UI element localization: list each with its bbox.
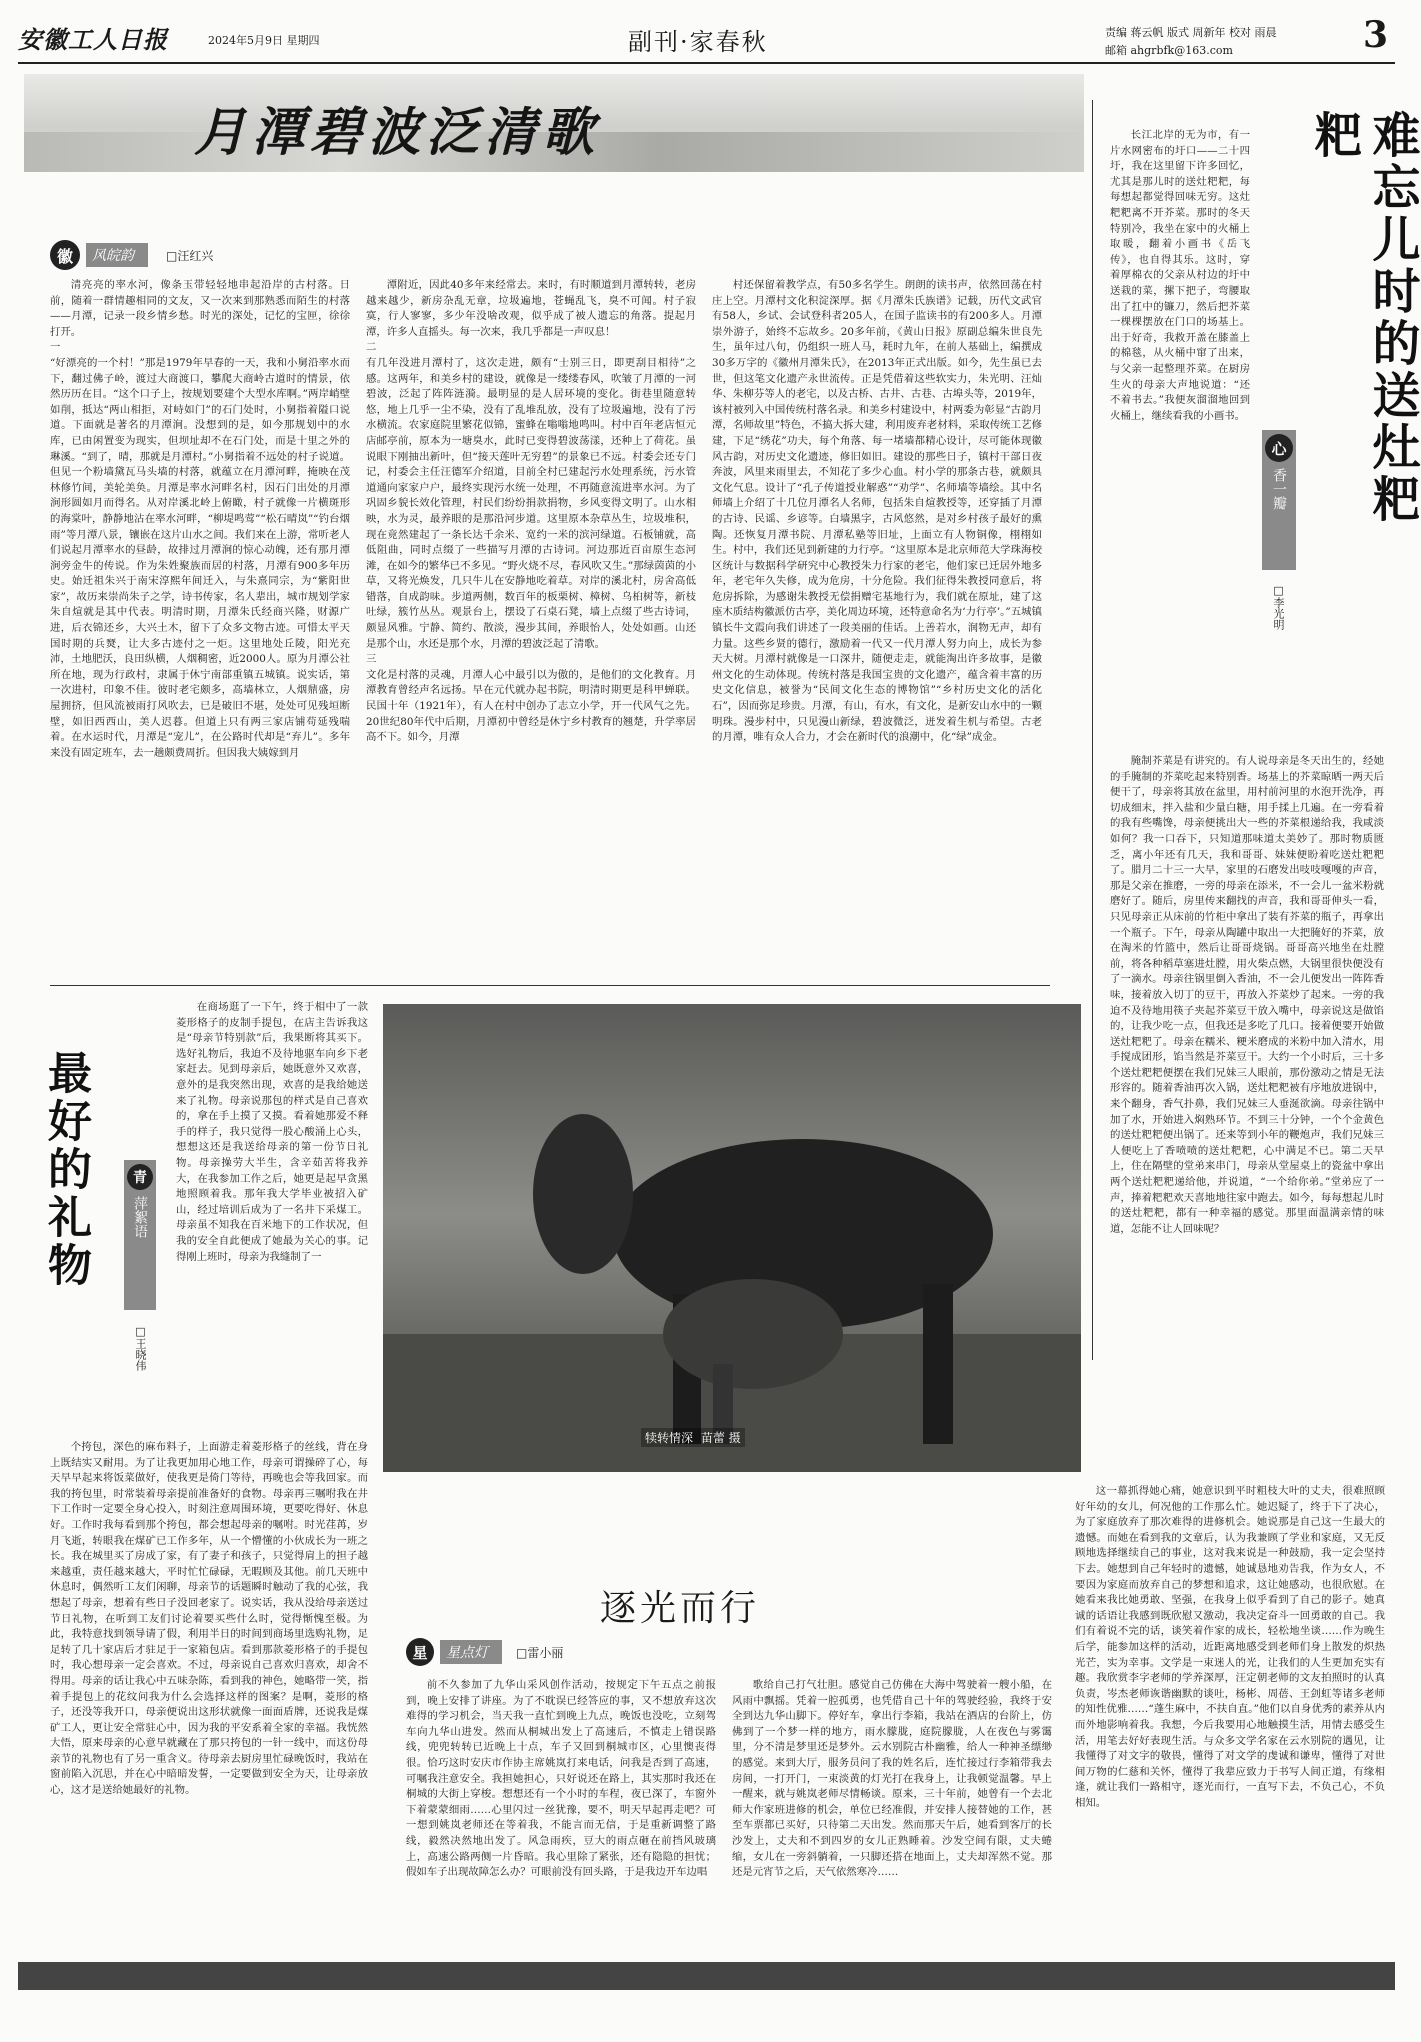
email-label: 邮箱 [1105,44,1127,57]
right-intro [1110,128,1250,748]
section-name: 副刊·家春秋 [628,28,768,56]
cattle-photo [383,1004,1081,1472]
left-body-text: 个挎包，深色的麻布料子，上面游走着菱形格子的丝线，背在身上既结实又耐用。为了让我更加用心地工作，母亲可谓操碎了心，每天早早起来将饭菜做好，使我更是倚门等待，再晚也会等我回家。而我的挎包里，时常装着母亲提前准备好的食物。母亲再三嘱咐我在井下工作时一定要全身心投入，时刻注意周围环境，更要吃得好、休息好。工作时我每看到那个挎包，都会想起母亲的嘱咐。时光荏苒，岁月飞逝，转眼我在煤矿已工作多年，从一个懵懂的小伙成长为一班之长。我在城里买了房成了家，有了妻子和孩子，只觉得肩上的担子越来越重，责任越来越大，平时忙忙碌碌，无暇顾及其他。前几天班中休息时，偶然听工友们闲聊，母亲节的话题瞬时触动了我的心弦，我想起了母亲，想着有些日子没回老家了。说实话，我从没给母亲送过节日礼物，在听到工友们讨论着要买些什么时，觉得惭愧至极。为此，我特意找到领导请了假，利用半日的时间到商场里选购礼物，足足转了几十家店后才驻足于一家箱包店。看到那款菱形格子的手提包时，我心想母亲一定会喜欢。不过，母亲说自己喜欢归喜欢，却舍不得用。母亲的话让我心中五味杂陈，看到我的神色，她略带一笑，指着手提包上的花纹问我为什么会选择这样的图案？是啊，菱形的格子，还没等我开口，母亲便说出这形状就像一面面盾牌，还说我是煤矿工人，更让安全常驻心中，因为我的平安系着全家的幸福。我恍然大悟，原来母亲的心意早就藏在了那只挎包的一针一线中，而这份母亲节的礼物也有了另一重含义。待母亲去厨房里忙碌晚饭时，我站在窗前陷入沉思，并在心中暗暗发誓，一定要做到安全为天，让母亲放心，这才是送给她最好的礼物。 [50,1441,368,1797]
right-column-head [1262,430,1296,570]
right-column-badge: 心 [1265,434,1293,462]
author: □汪红兴 [166,248,214,263]
left-body [50,1440,368,1945]
bottom-title: 逐光而行 [600,1588,761,1629]
bottom-col-2 [732,1678,1052,1948]
masthead-rule [18,62,1395,64]
left-column-badge: 青 [127,1164,153,1190]
main-article-col-2 [366,278,696,978]
divider-main-bottom [50,985,1050,986]
main-col3-text: 村还保留着教学点，有50多名学生。朗朗的读书声，依然回荡在村庄上空。月潭村文化积淀深厚。据《月潭朱氏族谱》记载，历代文武官有58人，乡试、会试登科者205人，在国子监读书的有200多人。月潭崇外游子，始终不忘故乡。20多年前，《黄山日报》原副总编朱世良先生，虽年过八旬，仍组织一班人马，耗时九年，在前人基础上，编撰成30多万字的《徽州月潭朱氏》，在2013年正式出版。如今，先生虽已去世，但这笔文化遗产永世流传。正是凭借着这些软实力，朱光明、汪灿华、朱柳芬等人的老宅，以及古桥、古井、古巷、古埠头等，2019年，该村被列入中国传统村落名录。和美乡村建设中，村两委为彰显“古韵月潭，名师故里”特色，不搞大拆大建，利用废弃老材料，采取传统工艺修建，下足“绣花”功夫，每个角落、每一堵墙都精心设计，尽可能体现徽风古韵，对历史文化遗迹，修旧如旧。建设的那些日子，镇村干部日夜奔波，风里来雨里去，不知花了多少心血。村小学的那条古巷，就颇具文化气息。设计了“孔子传道授业解惑”“劝学”、名师墙等墙绘。其中名师墙上介绍了十几位月潭名人名师，包括朱自煊教授等，还穿插了月潭的古诗、民谣、乡谚等。白墙黑字，古风悠然，是对乡村孩子最好的熏陶。还恢复月潭书院、月潭私塾等旧址，上面立有人物铜像，栩栩如生。村中，我们还见到新建的力行亭。“这里原本是北京师范大学珠海校区统计与数据科学研究中心教授朱力行家的老宅，他们家已迁居外地多年，老宅年久失修，成为危房，十分危险。我们征得朱教授同意后，将危房拆除，为感谢朱教授无偿捐赠宅基地行为，我们就在原址，建了这座木质结构徽派仿古亭，美化周边环境，还特意命名为‘力行亭’。”五城镇镇长牛文霞向我们讲述了一段美丽的佳话。上善若水，润物无声，却有力量。这些乡贤的德行，激励着一代又一代月潭人努力向上，成长为参天大树。月潭村就像是一口深井，随便走走，就能淘出许多故事，是徽州文化的生动体现。传统村落是我国宝贵的文化遗产，蕴含着丰富的历史文化信息，被誉为“民间文化生态的博物馆”“乡村历史文化的活化石”，因而弥足珍贵。月潭，有山，有水，有文化，是新安山水中的一颗明珠。漫步村中，只见漫山新绿，碧波微泛，迸发着生机与希望。古老的月潭，唯有众人合力，才会在新时代的浪潮中，化“绿”成金。 [712,279,1042,744]
left-column-head [124,1160,156,1310]
column-badge: 徽 [50,240,80,270]
calf-body [663,1279,843,1389]
caption-credit: 苗蕾 摄 [700,1431,741,1445]
right-column-name: 香一瓣 [1271,468,1287,510]
main-col2-text: 潭附近，因此40多年来经常去。来时，有时顺道到月潭转转，老房越来越少，新房杂乱无章，垃圾遍地，苍蝇乱飞，臭不可闻。村子寂寞，行人寥寥，多少年没啥改观，似乎成了被人遗忘的角落。提起月潭，许多人直摇头。每一次来，我几乎都是一声叹息！ 二 有几年没进月潭村了，这次走进，颇有“士别三日，即更刮目相待”之感。这两年，和美乡村的建设，就像是一缕缕春风，吹皱了月潭的一河碧波，泛起了阵阵涟漪。最明显的是人居环境的变化。街巷里随意转悠，地上几乎一尘不染，没有了乱堆乱放，没有了垃圾遍地，没有了污水横流。农家庭院里繁花似锦，蜜蜂在嗡嗡地鸣叫。村中百年老店恒元店邮亭前，原本为一塘臭水，此时已变得碧波荡漾，还种上了荷花。虽说眼下刚抽出新叶，但“接天莲叶无穷碧”的景象已不远。村委会还专门记，村委会主任汪德军介绍道，目前全村已建起污水处理系统，污水管道通向家家户户，最终实现污水统一处理，不再随意流进率水河。为了巩固乡貌长效化管理，村民们纷纷捐款捐物，乡风变得文明了。山水相映，水为灵，最养眼的是那沿河步道。这里原本杂草丛生，垃圾堆积，现在竟然建起了一条长达千余米、宽约一米的滨河绿道。石板铺就，高低阻曲，同时点缀了一些描写月潭的古诗词。河边那近百亩原生态河滩，在如今的繁华已不多见。“野火烧不尽，春风吹又生。”那绿茵茵的小草，又将光焕发，几只牛儿在安静地吃着草。对岸的溪北村，房舍高低错落，自成韵味。步道两侧，数百年的板栗树、樟树、乌桕树等，新枝吐绿，簇竹丛丛。观景台上，摆设了石桌石凳，墙上点缀了些古诗词，颇显风雅。宁静、简约、散淡，漫步其间，养眼怡人，处处如画。山还是那个山，水还是那个水，月潭的碧波泛起了清歌。 三 文化是村落的灵魂，月潭人心中最引以为傲的，是他们的文化教育。月潭教育曾经声名远扬。早在元代就办起书院，明清时期更是科甲蝉联。民国十年（1921年），有人在村中创办了志立小学，开一代风气之先。20世纪80年代中后期，月潭初中曾经是休宁乡村教育的翘楚，升学率居高不下。如今，月潭 [366,279,696,744]
email-line [1105,42,1233,58]
right-body [1110,754,1384,1358]
bottom-col-3 [1075,1484,1385,1948]
divider-right-col [1092,100,1093,1360]
right-title: 难忘儿时的送灶粑粑 [1306,110,1420,526]
bottom-col3-text: 这一幕抓得她心痛，她意识到平时粗枝大叶的丈夫，很难照顾好年幼的女儿，何况他的工作那么忙。她迟疑了，终于下了决心，为了家庭放弃了那次难得的进修机会。她说那是自己这一生最大的遗憾。而她在看到我的文章后，认为我兼顾了学业和家庭，又无反顾地选择继续自己的事业，这对我来说是一种鼓励，我一定会坚持下去。她想到自己年轻时的遗憾，她诚恳地劝告我，作为女人，不要因为家庭而放弃自己的梦想和追求，这让她感动，也很欣慰。在她看来我比她勇敢、坚强，在我身上似乎看到了自己的影子。她真诚的话语让我感到既欣慰又激动，我决定奋斗一回勇敢的自己。我们有着说不完的话，谈笑着作家的成长，轻松地坐谈……作为晚生后学，能参加这样的活动，近距离地感受到老师们身上散发的炽热光芒，实为幸事。文学是一束迷人的光，让我们的人生更加充实有趣。我欣赏李字老师的学养深厚，汪定朝老师的文友拍照时的认真负责，岑杰老师诙谐幽默的谈吐，杨彬、周蓓、王剑虹等诸多老师的知性优雅……“蓬生麻中，不扶自直。”他们以自身优秀的素养从内而外地影响着我。我想，今后我要用心地触摸生活，用情去感受生活，用笔去好好表现生活。与众多文学名家在云水别院的遇见，让我懂得了对文字的敬畏，懂得了对文学的虔诚和谦卑，懂得了对世间万物的仁慈和关怀，懂得了我辈应致力于书写人间正道，有缘相逢，就让我们一路相守，逐光而行，一直写下去，不负己心，不负相知。 [1075,1485,1385,1809]
page-number: 3 [1363,14,1389,56]
right-body-text: 腌制芥菜是有讲究的。有人说母亲是冬天出生的，经她的手腌制的芥菜吃起来特别香。场基上的芥菜晾晒一两天后便干了，母亲将其放在盆里，用村前河里的水泡开洗净，再切成细末，拌入盐和少量白糖，用手揉上几遍。在一旁看着的我有些嘴馋，母亲便挑出大一些的芥菜根递给我，我咸淡如何？我一口吞下，只知道那味道太美妙了。那时物质匮乏，离小年还有几天，我和哥哥、妹妹便盼着吃送灶粑粑了。腊月二十三一大早，家里的石磨发出吱吱嘎嘎的声音，那是父亲在推磨，一旁的母亲在添米，不一会儿一盆米粉就磨好了。随后，房里传来翻找的声音，我和哥哥伸头一看，只见母亲正从床前的竹柜中拿出了装有芥菜的瓶子，再拿出一个瓶子。下午，母亲从陶罐中取出一大把腌好的芥菜，放在淘米的竹篮中，然后让哥哥烧锅。哥哥高兴地坐在灶膛前，将各种稻草塞进灶膛，用火柴点燃，大锅里很快便没有了一滴水。母亲往锅里倒入香油，不一会儿便发出一阵阵香味，接着放入切丁的豆干，再放入芥菜炒了起来。一旁的我迫不及待地用筷子夹起芥菜豆干放入嘴中，母亲说这是做馅的，让我少吃一点，但我还是多吃了几口。接着便要开始做送灶粑粑了。母亲在糯米、粳米磨成的米粉中加入清水，用手搅成团形，馅当然是芥菜豆干。大约一个小时后，三十多个送灶粑粑便摆在我们兄妹三人眼前，那份激动之情是无法形容的。随着香油再次入锅，送灶粑粑被有序地放进锅中，来个翻身，香气扑鼻，我们兄妹三人垂涎欲滴。母亲往锅中加了水，开始进入焖熟环节。不到三十分钟，一个个金黄色的送灶粑粑便出锅了。还来等到小年的鞭炮声，我们兄妹三人便吃上了香喷喷的送灶粑粑，心中满足不已。第二天早上，住在隔壁的堂弟来串门，母亲从堂屋桌上的瓷盆中拿出两个送灶粑粑递给他，并说道，“一个给你弟。”堂弟应了一声，捧着粑粑欢天喜地地往家中跑去。如今，每每想起儿时的送灶粑粑，都有一种幸福的感觉。那里面温满亲情的味道，怎能不让人回味呢？ [1110,755,1384,1235]
bottom-column-name: 星点灯 [440,1640,502,1664]
issue-date: 2024年5月9日 星期四 [208,34,320,47]
caption-title: 犊转情深 [645,1431,694,1445]
editor-credits: 责编 蒋云帆 版式 周新年 校对 雨晨 [1105,26,1277,39]
main-article-col-1 [50,278,350,978]
left-top-text: 在商场逛了一下午，终于相中了一款菱形格子的皮制手提包，在店主告诉我这是“母亲节特别款”后，我果断将其买下。选好礼物后，我迫不及待地驱车向乡下老家赶去。见到母亲后，她既意外又欢喜，意外的是我突然出现，欢喜的是我给她送来了礼物。母亲说那包的样式是自己喜欢的，拿在手上摸了又摸。看着她那爱不释手的样子，我只觉得一股心酸涌上心头，想想这还是我送给母亲的第一份节日礼物。母亲操劳大半生，含辛茹苦将我养大，在我参加工作之后，她更是起早贪黑地照顾着我。那年我大学毕业被招入矿山，经过培训后成为了一名井下采煤工。母亲虽不知我在百米地下的工作状况，但我的安全自此便成了她最为关心的事。记得刚上班时，母亲为我缝制了一 [176,1001,368,1263]
bottom-column-badge: 星 [406,1638,434,1666]
cow-head [533,1114,633,1274]
right-author: □李光明 [1272,584,1285,630]
left-title: 最好的礼物 [40,1050,91,1290]
bottom-col2-text: 歌给自己打气壮胆。感觉自己仿佛在大海中驾驶着一艘小船，在风雨中飘摇。凭着一腔孤勇，也凭借自己十年的驾驶经验，我终于安全到达九华山脚下。停好车，拿出行李箱，我站在酒店的台阶上，仿佛到了一个梦一样的地方，雨水朦胧，庭院朦胧，人在夜色与雾霭里，分不清是梦里还是梦外。云水别院古朴幽雅，给人一种神圣缥缈的感觉。来到大厅，服务员问了我的姓名后，连忙接过行李箱带我去房间，一打开门，一束淡黄的灯光打在我身上，让我顿觉温馨。早上一醒来，就与姚岚老师尽情畅谈。原来，三十年前，她曾有一个去北师大作家班进修的机会，单位已经准假，并安排人接替她的工作，甚至车票都已买好，只待第二天出发。然而那天午后，她看到客厅的长沙发上，丈夫和不到四岁的女儿正熟睡着。沙发空间有限，丈夫蜷缩，女儿在一旁斜躺着，一只脚还搭在地面上，丈夫却浑然不觉。那还是元宵节之后，天气依然寒冷…… [732,1679,1052,1879]
left-column-name: 萍絮语 [132,1196,148,1238]
column-name: 风皖韵 [86,243,148,267]
main-title: 月潭碧波泛清歌 [194,102,601,163]
right-intro-text: 长江北岸的无为市，有一片水网密布的圩口——二十四圩，我在这里留下许多回忆，尤其是那儿时的送灶粑粑，每每想起都觉得回味无穷。这灶粑粑离不开芥菜。那时的冬天特别冷，我坐在家中的火桶上取暖，翻着小画书《岳飞传》，也自得其乐。这时，穿着厚棉衣的父亲从村边的圩中送栽的菜，摞下把子，弯腰取出了扛中的镰刀，然后把芥菜一棵棵摆放在门口的场基上。出于好奇，我救开盖在膝盖上的棉毯，从火桶中窜了出来，与父亲一起整理芥菜。在厨房生火的母亲大声地说道：“还不着书去。”我便灰溜溜地回到火桶上，继续看我的小画书。 [1110,129,1250,422]
photo-illustration [383,1004,1081,1472]
main-article-col-3 [712,278,1042,978]
left-author: □王晓伟 [134,1325,147,1371]
left-top [176,1000,368,1440]
footer-bar [18,1962,1395,1990]
masthead [18,14,1395,62]
main-column-head [50,240,213,270]
bottom-author: □雷小丽 [516,1645,564,1660]
bottom-col1-text: 前不久参加了九华山采风创作活动，按规定下午五点之前报到，晚上安排了讲座。为了不耽误已经答应的事，又不想放弃这次难得的学习机会，当天我一直忙到晚上九点，晚饭也没吃，立刻驾车向九华山进发。然而从桐城出发上了高速后，不慎走上错误路线，兜兜转转已近晚上十点，车子又回到桐城市区，心里懊丧得很。恰巧这时安庆市作协主席姚岚打来电话，问我是否到了高速，可嘱我注意安全。我担她担心，只好说还在路上，其实那时我还在桐城的大街上穿梭。想想还有一个小时的车程，夜已深了，车窗外下着蒙蒙细雨……心里闪过一丝犹豫，要不，明天早起再走吧？可一想到姚岚老师还在等着我，不能言而无信，于是重新调整了路线，毅然决然地出发了。风急雨疾，豆大的雨点砸在前挡风玻璃上，高速公路两侧一片昏暗。我心里除了紧张，还有隐隐的担忧；假如车子出现故障怎么办？可眼前没有回头路，于是我边开车边唱 [406,1679,716,1879]
paper-name: 安徽工人日报 [18,25,168,54]
photo-caption [641,1428,745,1447]
main-title-banner [24,74,1084,172]
bottom-column-head [406,1638,563,1666]
cow-leg-2 [923,1284,953,1444]
email-address: ahgrbfk@163.com [1130,44,1233,57]
main-col1-text: 清亮亮的率水河，像条玉带轻轻地串起沿岸的古村落。日前，随着一群情趣相同的文友，又一次来到那熟悉而陌生的村落——月潭，记录一段乡情乡愁。时光的深处，记忆的宝匣，徐徐打开。 一 “好漂亮的一个村！”那是1979年早春的一天，我和小舅沿率水而下，翻过佛子岭，渡过大商渡口，攀爬大商岭古道时的情景，依然历历在目。“这个口子上，按规划要建个大型水库啊。”两岸峭壁如削，抵达“两山相拒，对峙如门”的石门处时，小舅指着隘口说道。下面就是著名的月潭涧。没想到的是，如今那规划中的水库，已由闲置变为现实，但坝址却不在石门处，而是十里之外的琳溪。“到了，晴，那就是月潭村。”小舅指着不远处的村子说道。但见一个粉墙黛瓦马头墙的村落，就蕴立在月潭河畔，掩映在茂林修竹间，美轮美奂。月潭是率水河畔名村，因石门出处的月潭涧形圆如月而得名。从对岸溪北岭上俯瞰，村子就像一片横斑形的海棠叶，静静地沾在率水河畔，“柳堤鸣莺”“松石晴岚”“钓台烟雨”等月潭八景，镶嵌在这片山水之间。我们来在上游，常听老人们说起月潭率水的昼龄，故排过月潭涧的惊心动魄，还有那月潭涧旁金牛的传说。作为朱姓聚族而居的村落，月潭有900多年历史。始迁祖朱兴于南宋淳熙年间迁入，与朱熹同宗，为“紫阳世家”，故历来崇尚朱子之学，诗书传家，名人辈出，城市规划学家朱自煊就是其中代表。明清时期，月潭朱氏经商兴隆，财源广进，后衣锦还乡，大兴土木，留下了众多文物古迹。可惜太平天国时期的兵燹，让大多古迹付之一炬。这里地处丘陵，阳光充沛，土地肥沃，良田纵横，人烟稠密，近2000人。原为月潭公社所在地，现为行政村，隶属于休宁南部重镇五城镇。说实话，第一次进村，印象不佳。彼时老宅颇多，高墙林立，人烟鼎盛，房屋拥挤，但风流被雨打风吹去，已是破旧不堪，处处可见残垣断壁，如旧西西山，美人迟暮。但道上只有两三家店铺苟延残喘着。在水运时代，月潭是“宠儿”，在公路时代却是“弃儿”。多年来没有固定班车，去一趟颇费周折。但因我大姨嫁到月 [50,279,350,759]
bottom-col-1 [406,1678,716,1948]
